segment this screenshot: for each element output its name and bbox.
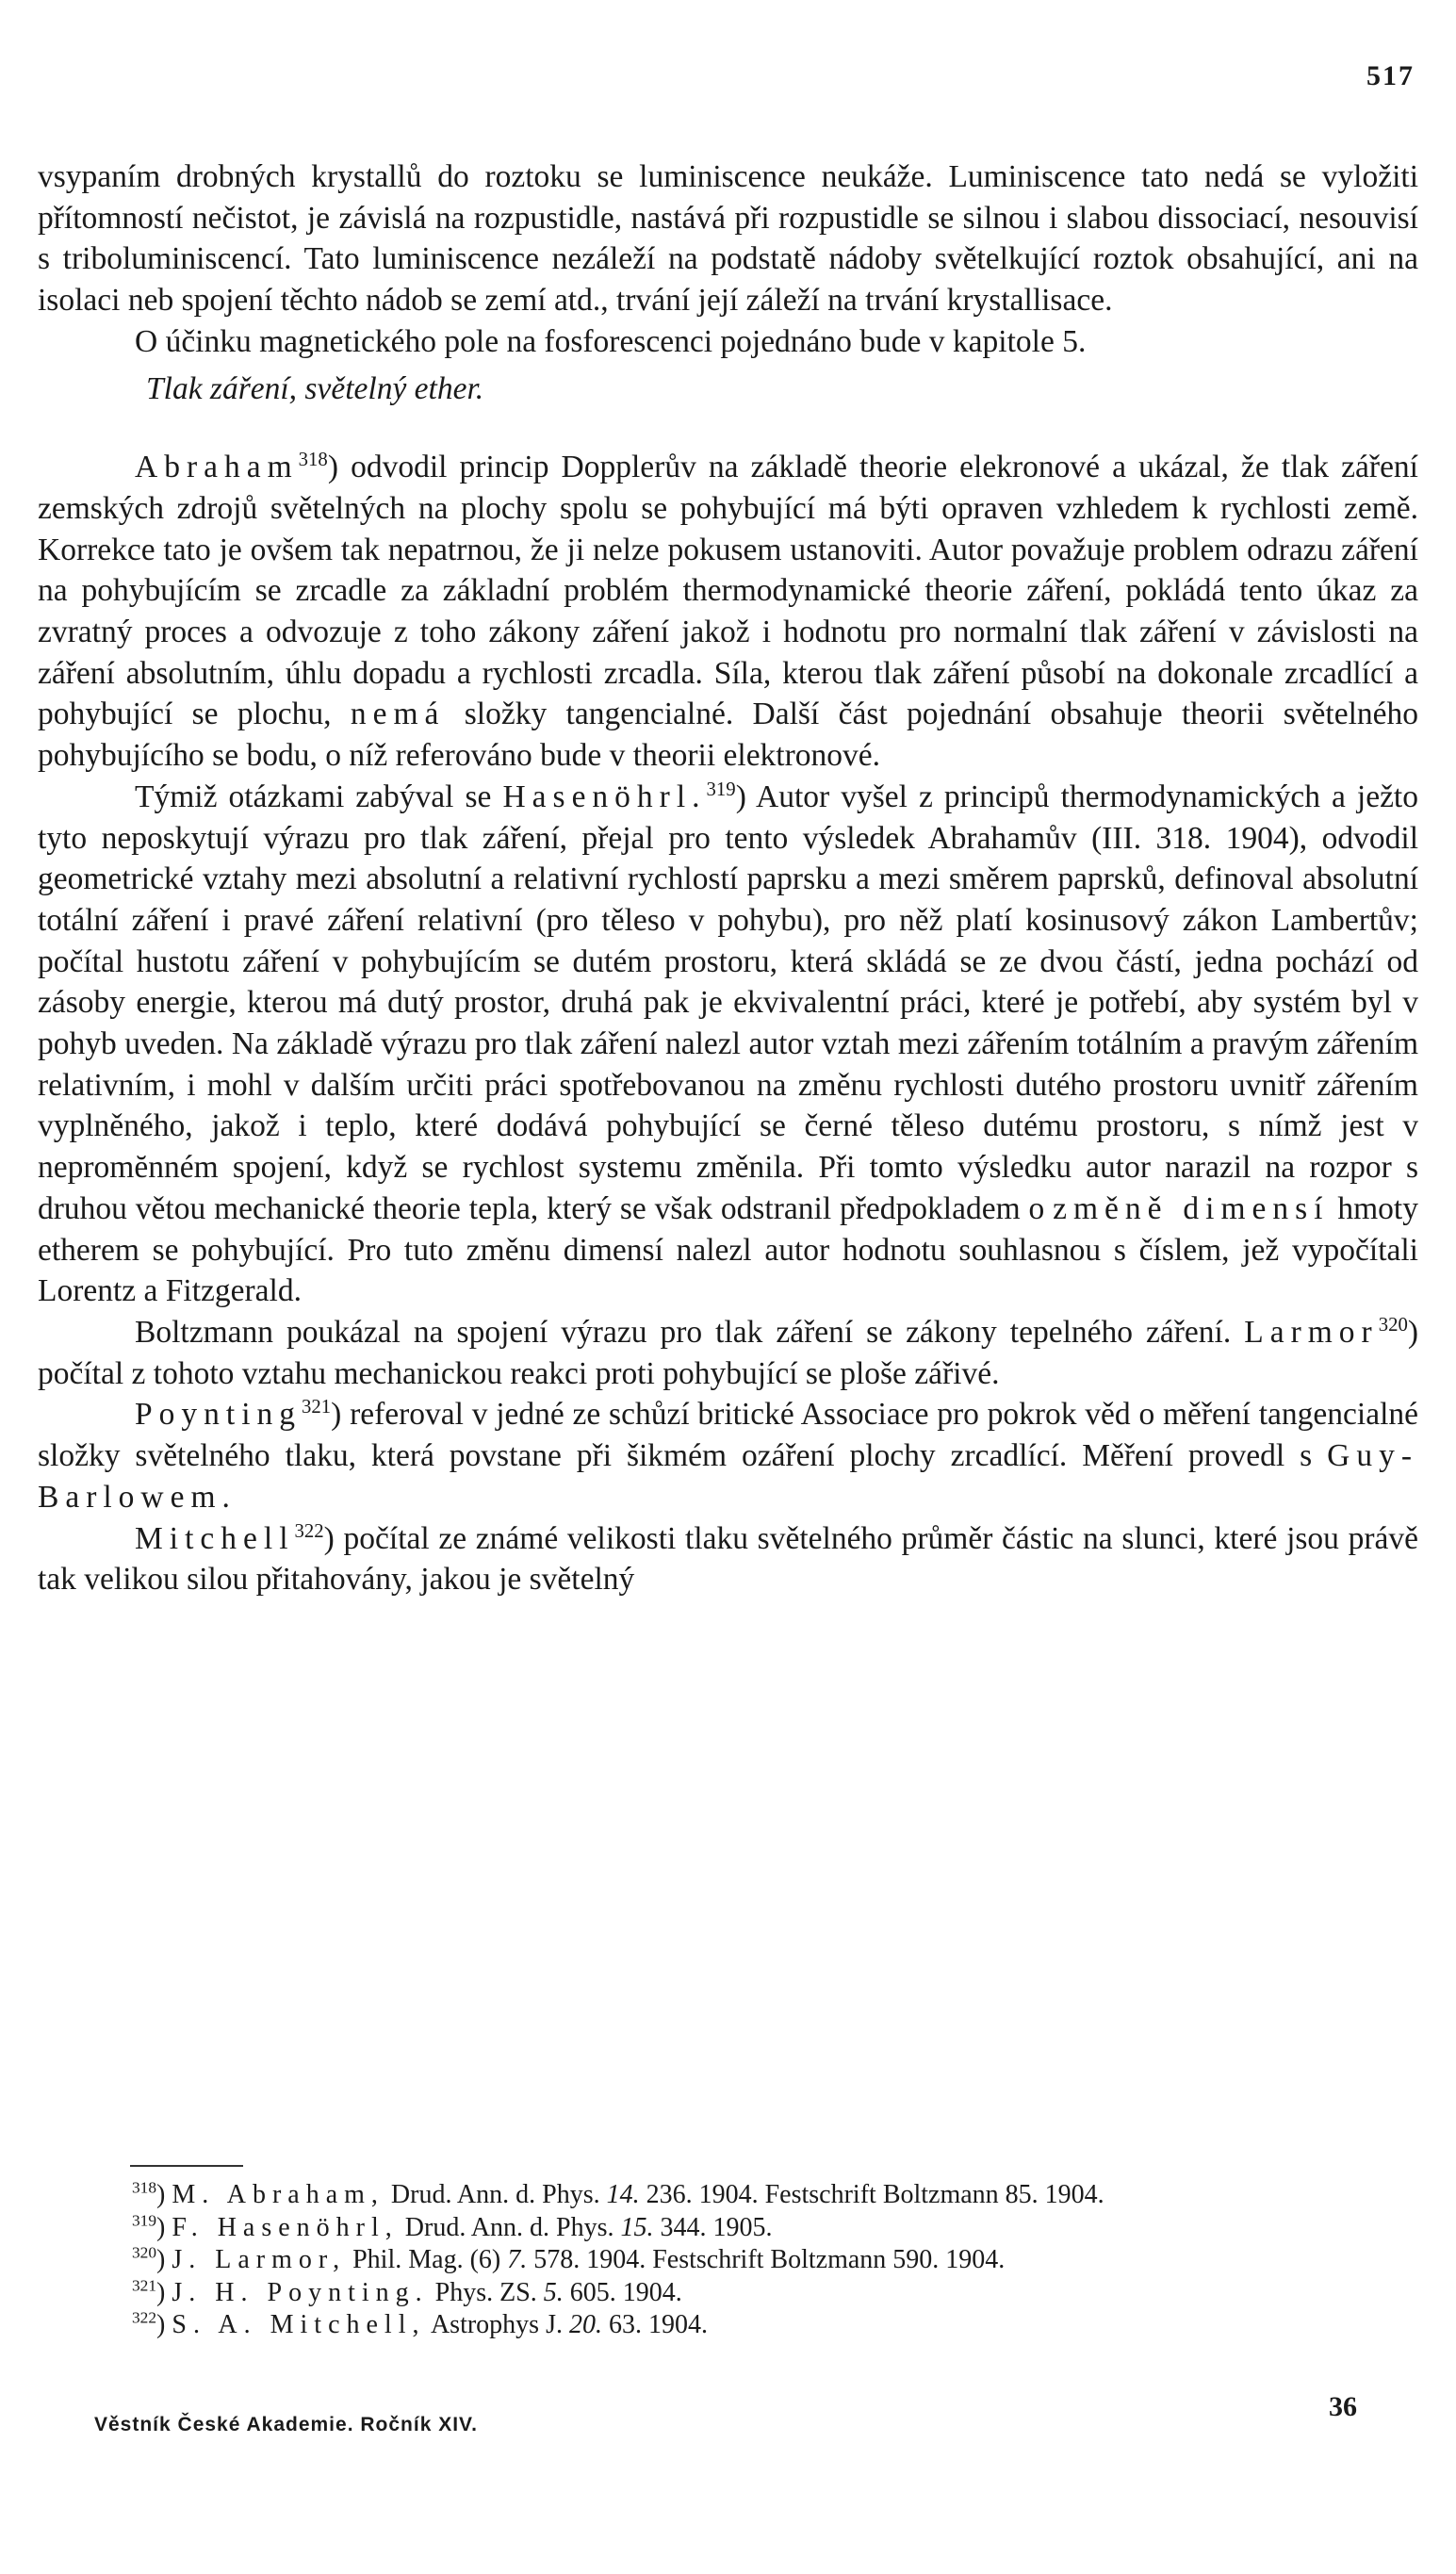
paragraph-text: Týmiž otázkami zabýval se	[135, 779, 503, 814]
paragraph-mitchell	[38, 1518, 1418, 1600]
footnote-text: 63. 1904.	[601, 2310, 708, 2339]
footnote-volume: 14.	[606, 2180, 640, 2209]
footnote: $^{320}$) J. Larmor, Phil. Mag. (6) 7. 578. 1904. Festschrift Boltzmann 590. 1904.	[132, 2243, 1006, 2274]
paragraph-1: vsypaním drobných krystallů do roztoku se luminiscence neukáže. Luminiscence tato nedá se vyložiti přítomností nečistot, je závislá na rozpustidle, nastává při rozpustidle se silnou i slabou dissociací, nesouvisí s triboluminiscencí. Tato luminiscence nezáleží na podstatě nádoby světelkující roztok obsahující, ani na isolaci neb spojení těchto nádob se zemí atd., trvání její záleží na trvání krystallisace.	[38, 159, 1418, 319]
footnote-text: Astrophys J.	[425, 2310, 569, 2339]
paragraph-text: hmoty etherem se pohybující. Pro tuto změnu dimensí nalezl autor hodnotu souhlasnou s číslem, jež vypočítali Lorentz a Fitzgerald.	[38, 1190, 1418, 1309]
footnote-volume: 20.	[568, 2310, 602, 2339]
footnote-author: M. Abraham,	[172, 2180, 384, 2209]
footnote-number: 318	[132, 2178, 157, 2197]
footnote-number: 319	[132, 2211, 157, 2230]
footnote: $^{321}$) J. H. Poynting. Phys. ZS. 5. 605. 1904.	[132, 2276, 682, 2307]
paragraph-text: ) referoval v jedné ze schůzí britické Associace pro pokrok věd o měření tangencialné složky světelného tlaku, která povstane při šikmém ozáření plochy zrcadlící. Měření provedl s	[38, 1397, 1418, 1474]
footnote: $^{322}$) S. A. Mitchell, Astrophys J. 20. 63. 1904.	[132, 2308, 708, 2339]
paragraph-abraham	[38, 447, 1418, 777]
paragraph-text: ) odvodil princip Dopplerův na základě theorie elekronové a ukázal, že tlak záření zemských zdrojů světelných na plochy spolu se pohybující má býti opraven vzhledem k rychlosti země. Korrekce tato je ovšem tak nepatrnou, že ji nelze pokusem ustanoviti. Autor považuje problem odrazu záření na pohybujícím se zrcadle za základní problém thermodynamické theorie záření, pokládá tento úkaz za zvratný proces a odvozuje z toho zákony záření jakož i hodnotu pro normalní tlak záření v závislosti na záření absolutním, úhlu dopadu a rychlosti zrcadla. Síla, kterou tlak záření působí na dokonale zrcadlící a pohybující se plochu,	[38, 450, 1418, 732]
author-name: Abraham	[135, 450, 299, 485]
footnote-text: 344. 1905.	[653, 2212, 773, 2242]
emphasis-text: změně dimensí	[1053, 1190, 1330, 1226]
footnotes	[38, 2179, 1414, 2342]
author-name: Poynting	[135, 1397, 302, 1433]
footnote-author: J. Larmor,	[172, 2245, 347, 2274]
footnote-volume: 15.	[620, 2212, 654, 2242]
footnote-text: Phys. ZS.	[428, 2277, 544, 2307]
paragraph-text: Boltzmann poukázal na spojení výrazu pro tlak záření se zákony tepelného záření.	[135, 1314, 1245, 1350]
paragraph-text: složky tangencialné. Další část pojednání obsahuje theorii světelného pohybujícího se bodu, o níž referováno bude v theorii elektronové.	[38, 697, 1419, 774]
footnote-ref[interactable]: 318	[298, 449, 328, 471]
paragraph-text: ) počítal ze známé velikosti tlaku světelného průměr částic na slunci, které jsou právě tak velikou silou přitahovány, jakou je světelný	[38, 1520, 1418, 1598]
footnote-ref[interactable]: 322	[294, 1519, 324, 1542]
footnote: $^{318}$) M. Abraham, Drud. Ann. d. Phys. 14. 236. 1904. Festschrift Boltzmann 85. 1904.	[132, 2178, 1104, 2209]
footnote-number: 322	[132, 2308, 157, 2327]
paragraph-2: O účinku magnetického pole na fosforescenci pojednáno bude v kapitole 5.	[135, 323, 1087, 359]
footnote-number: 320	[132, 2243, 157, 2262]
footnote-volume: 7.	[507, 2245, 528, 2274]
paragraph-hasenohrl	[38, 777, 1418, 1312]
footnote-text: 578. 1904. Festschrift Boltzmann 590. 1904.	[527, 2245, 1006, 2274]
paragraph-poynting	[38, 1394, 1418, 1517]
author-name: Hasenöhrl.	[502, 779, 707, 814]
footnote-text: Drud. Ann. d. Phys.	[398, 2212, 621, 2242]
footnote-text: Phil. Mag. (6)	[346, 2245, 508, 2274]
footnote-text: Drud. Ann. d. Phys.	[384, 2180, 607, 2209]
footnote-number: 321	[132, 2276, 157, 2295]
footnote-text: 236. 1904. Festschrift Boltzmann 85. 1904.	[639, 2180, 1104, 2209]
paragraph-text: ) Autor vyšel z principů thermodynamických a ježto tyto neposkytují výrazu pro tlak záření, přejal pro tento výsledek Abrahamův (III. 318. 1904), odvodil geometrické vztahy mezi absolutní a relativní rychlostí paprsku a mezi směrem paprsků, definoval absolutní totální záření i pravé záření relativní (pro těleso v pohybu), pro něž platí kosinusový zákon Lambertův; počítal hustotu záření v pohybujícím se dutém prostoru, která skládá se ze dvou částí, jedna pochází od zásoby energie, kterou má dutý prostor, druhá pak je ekvivalentní práci, které je potřebí, aby systém byl v pohyb uveden. Na základě výrazu pro tlak záření nalezl autor vztah mezi zářením totálním a pravým zářením relativním, i mohl v dalším určiti práci spotřebovanou na změnu rychlosti dutého prostoru uvnitř zářením vyplněného, jakož i teplo, které dodává pohybující se černé těleso dutému prostoru, s nímž jest v nepromĕnném spojení, když se rychlost systemu změnila. Při tomto výsledku autor narazil na rozpor s druhou větou mechanické theorie tepla, který se však odstranil předpokladem o	[38, 779, 1418, 1226]
footnote-text: 605. 1904.	[563, 2277, 682, 2307]
section-heading: Tlak záření, světelný ether.	[146, 370, 484, 406]
footnote-divider	[130, 2165, 243, 2167]
paragraph-text: ) počítal z tohoto vztahu mechanickou reakci proti pohybující se ploše zářivé.	[38, 1314, 1418, 1391]
body-text	[38, 156, 1418, 1600]
page-number: 517	[1366, 60, 1415, 91]
paragraph-boltzmann	[38, 1312, 1418, 1394]
author-name: Mitchell	[135, 1520, 295, 1556]
footnote-ref[interactable]: 319	[706, 778, 736, 800]
footnote-author: J. H. Poynting.	[172, 2277, 429, 2307]
footnote-author: S. A. Mitchell,	[172, 2310, 426, 2339]
author-name: Guy-Barlowem.	[38, 1438, 1418, 1515]
footnote-ref[interactable]: 321	[302, 1396, 332, 1418]
footnote-ref[interactable]: 320	[1378, 1313, 1408, 1336]
journal-signature: Věstník České Akademie. Ročník XIV.	[94, 2414, 478, 2435]
sheet-number: 36	[1329, 2391, 1357, 2422]
emphasis-text: nemá	[350, 697, 446, 732]
footnote: $^{319}$) F. Hasenöhrl, Drud. Ann. d. Phys. 15. 344. 1905.	[132, 2211, 773, 2242]
footnote-volume: 5.	[543, 2277, 564, 2307]
footnote-author: F. Hasenöhrl,	[172, 2212, 399, 2242]
author-name: Larmor	[1244, 1314, 1379, 1350]
